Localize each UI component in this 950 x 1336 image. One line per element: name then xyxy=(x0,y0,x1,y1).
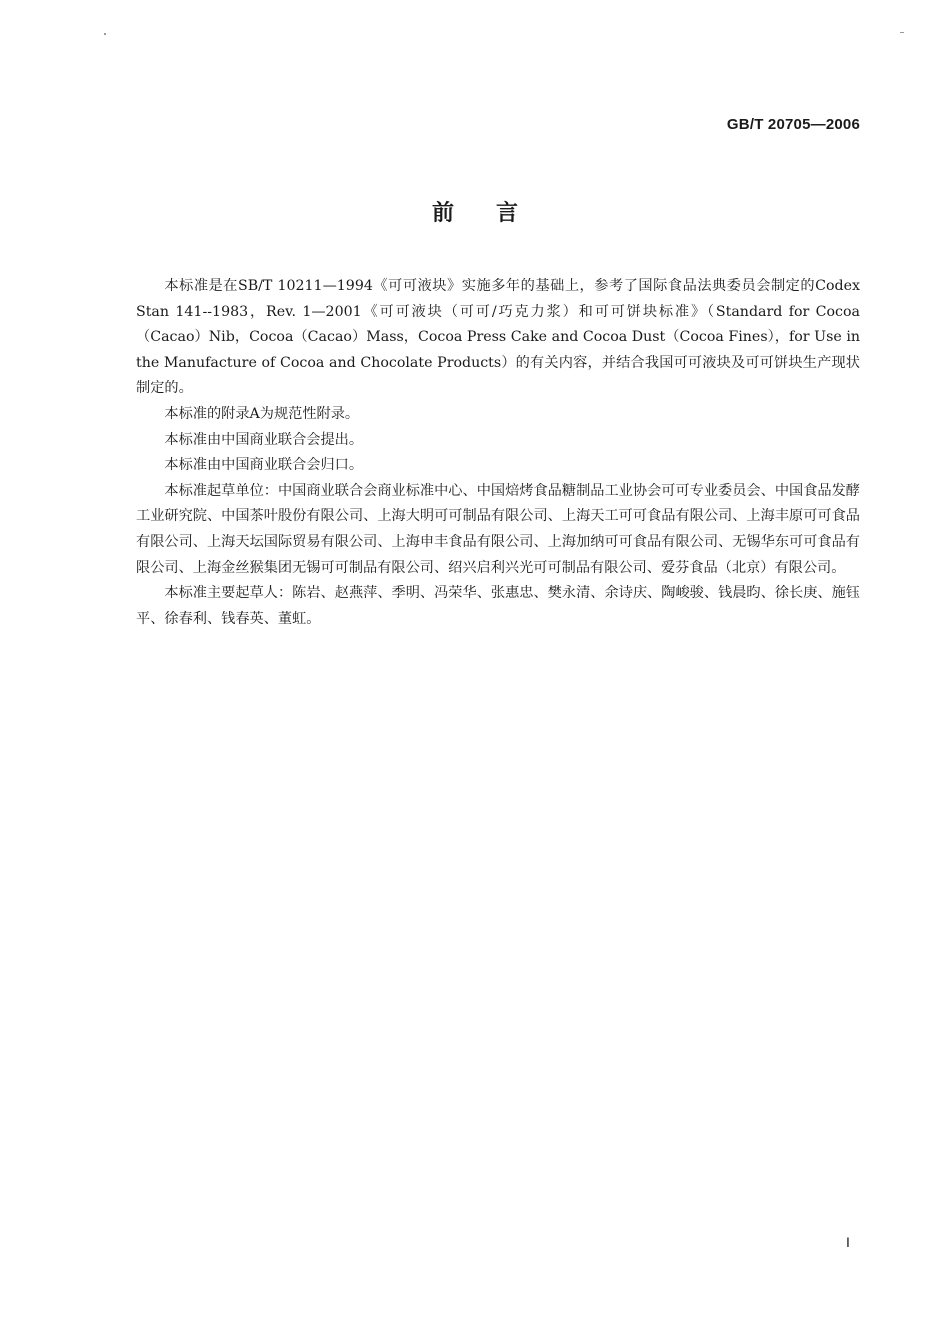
foreword-body xyxy=(136,274,860,632)
paragraph-administered-by: 本标准由中国商业联合会归口。 xyxy=(164,457,364,474)
paragraph-drafting-units: 本标准起草单位：中国商业联合会商业标准中心、中国焙烤食品糖制品工业协会可可专业委员会、中国食品发酵工业研究院、中国茶叶股份有限公司、上海大明可可制品有限公司、上海天工可可食品有限公司、上海丰原可可食品有限公司、上海天坛国际贸易有限公司、上海申丰食品有限公司、上海加纳可可食品有限公司、无锡华东可可食品有限公司、上海金丝猴集团无锡可可制品有限公司、绍兴启利兴光可可制品有限公司、爱芬食品（北京）有限公司。 xyxy=(136,482,860,576)
standard-code: GB/T 20705—2006 xyxy=(726,116,860,133)
paragraph-drafters: 本标准主要起草人：陈岩、赵燕萍、季明、冯荣华、张惠忠、樊永清、余诗庆、陶峻骏、钱晨昀、徐长庚、施钰平、徐春利、钱春英、董虹。 xyxy=(136,585,860,627)
page-title: 前言 xyxy=(431,201,560,226)
paragraph-basis: 本标准是在SB/T 10211—1994《可可液块》实施多年的基础上，参考了国际食品法典委员会制定的Codex Stan 141--1983，Rev. 1—2001《可可液块（可可/巧克力浆）和可可饼块标准》（Standard for Cocoa（Cacao）Nib，Cocoa（Cacao）Mass，Cocoa Press Cake and Cocoa Dust（Cocoa Fines），for Use in the Manufacture of Cocoa and Chocolate Products）的有关内容，并结合我国可可液块及可可饼块生产现状制定的。 xyxy=(136,278,860,397)
scan-speck xyxy=(900,32,904,33)
page-number: I xyxy=(846,1234,850,1250)
paragraph-annex: 本标准的附录A为规范性附录。 xyxy=(164,405,360,422)
scan-speck xyxy=(104,33,106,35)
paragraph-proposed-by: 本标准由中国商业联合会提出。 xyxy=(164,431,364,448)
